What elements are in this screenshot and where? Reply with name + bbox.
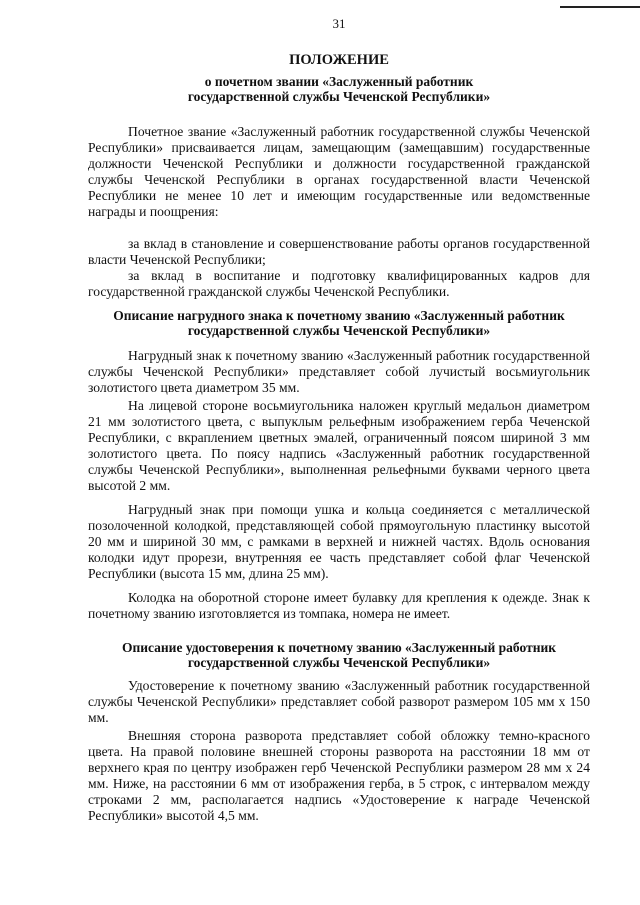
- document-title: ПОЛОЖЕНИЕ: [289, 52, 389, 68]
- section1-paragraph-3: Нагрудный знак при помощи ушка и кольца соединяется с металлической позолоченной колодкой, представляющей собой прямоугольную пластинку высотой 20 мм и шириной 30 мм, с рамками в верхней и нижней частях. Вдоль основания колодки идут прорези, внутренняя ее часть представляет собой флаг Чеченской Республики (высота 15 мм, длина 25 мм).: [88, 502, 590, 581]
- document-subtitle: о почетном звании «Заслуженный работник государственной службы Чеченской Республики»: [187, 74, 491, 104]
- section-heading-badge: Описание нагрудного знака к почетному званию «Заслуженный работник государственной службы Чеченской Республики»: [113, 308, 565, 338]
- list-item-1: за вклад в становление и совершенствование работы органов государственной власти Чеченской Республики;: [88, 236, 590, 267]
- section2-paragraph-1: Удостоверение к почетному званию «Заслуженный работник государственной службы Чеченской Республики» представляет собой разворот размером 105 мм х 150 мм.: [88, 678, 590, 725]
- section1-paragraph-1: Нагрудный знак к почетному званию «Заслуженный работник государственной службы Чеченской Республики» представляет собой лучистый восьмиугольник золотистого цвета диаметром 35 мм.: [88, 348, 590, 395]
- top-edge-line: [560, 6, 640, 8]
- section1-paragraph-2: На лицевой стороне восьмиугольника наложен круглый медальон диаметром 21 мм золотистого цвета, с выпуклым рельефным изображением герба Чеченской Республики, с вкраплением цветных эмалей, ограниченный поясом шириной 3 мм золотистого цвета. По поясу надпись «Заслуженный работник государственной службы Чеченской Республики», выполненная рельефными буквами черного цвета высотой 2 мм.: [88, 398, 590, 493]
- section-heading-certificate: Описание удостоверения к почетному званию «Заслуженный работник государственной службы Чеченской Республики»: [121, 640, 557, 670]
- list-item-2: за вклад в воспитание и подготовку квалифицированных кадров для государственной гражданской службы Чеченской Республики.: [88, 268, 590, 299]
- section1-paragraph-4: Колодка на оборотной стороне имеет булавку для крепления к одежде. Знак к почетному званию изготовляется из томпака, номера не имеет.: [88, 590, 590, 621]
- page-number: 31: [332, 16, 346, 31]
- intro-paragraph: Почетное звание «Заслуженный работник государственной службы Чеченской Республики» присваивается лицам, замещающим (замещавшим) государственные должности Чеченской Республики и должности государственной гражданской службы Чеченской Республики в органах государственной власти Чеченской Республики не менее 10 лет и имеющим государственные или ведомственные награды и поощрения:: [88, 124, 590, 219]
- section2-paragraph-2: Внешняя сторона разворота представляет собой обложку темно-красного цвета. На правой половине внешней стороны разворота на расстоянии 18 мм от верхнего края по центру изображен герб Чеченской Республики размером 28 мм х 24 мм. Ниже, на расстоянии 6 мм от изображения герба, в 5 строк, с интервалом между строками 2 мм, располагается надпись «Удостоверение к награде Чеченской Республики» высотой 4,5 мм.: [88, 728, 590, 823]
